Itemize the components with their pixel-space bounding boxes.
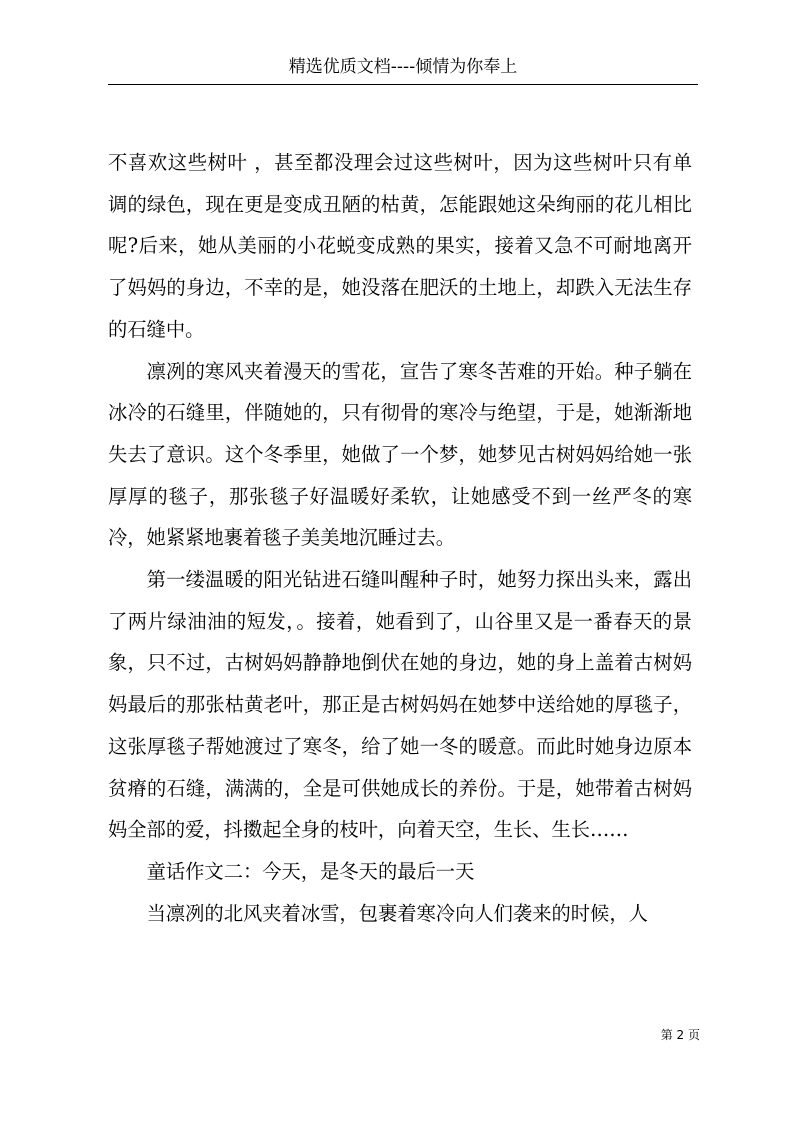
paragraph-winter: 凛冽的寒风夹着漫天的雪花，宣告了寒冬苦难的开始。种子躺在冰冷的石缝里，伴随她的，只有彻骨的寒冷与绝望，于是，她渐渐地失去了意识。这个冬季里，她做了一个梦，她梦见古树妈妈给她一张厚厚的毯子，那张毯子好温暖好柔软，让她感受不到一丝严冬的寒冷，她紧紧地裹着毯子美美地沉睡过去。: [108, 359, 692, 550]
document-body: [108, 142, 692, 934]
paragraph-story-two-start: 当凛冽的北风夹着冰雪，包裹着寒冷向人们袭来的时候，人: [146, 901, 648, 925]
page-header-title: 精选优质文档----倾情为你奉上: [288, 57, 518, 77]
page-number: 第 2 页: [660, 1028, 700, 1042]
section-heading: 童话作文二：今天，是冬天的最后一天: [146, 859, 475, 883]
header-divider: [108, 84, 698, 85]
paragraph-spring: 第一缕温暖的阳光钻进石缝叫醒种子时，她努力探出头来，露出了两片绿油油的短发，。接着，她看到了，山谷里又是一番春天的景象，只不过，古树妈妈静静地倒伏在她的身边，她的身上盖着古树妈妈最后的那张枯黄老叶，那正是古树妈妈在她梦中送给她的厚毯子，这张厚毯子帮她渡过了寒冬，给了她一冬的暖意。而此时她身边原本贫瘠的石缝，满满的，全是可供她成长的养份。于是，她带着古树妈妈全部的爱，抖擞起全身的枝叶，向着天空，生长、生长……: [108, 568, 692, 842]
paragraph-continuation: 不喜欢这些树叶 ，甚至都没理会过这些树叶，因为这些树叶只有单调的绿色，现在更是变成丑陋的枯黄，怎能跟她这朵绚丽的花儿相比呢?后来，她从美丽的小花蜕变成熟的果实，接着又急不可耐地离开了妈妈的身边，不幸的是，她没落在肥沃的土地上，却跌入无法生存的石缝中。: [108, 151, 692, 341]
